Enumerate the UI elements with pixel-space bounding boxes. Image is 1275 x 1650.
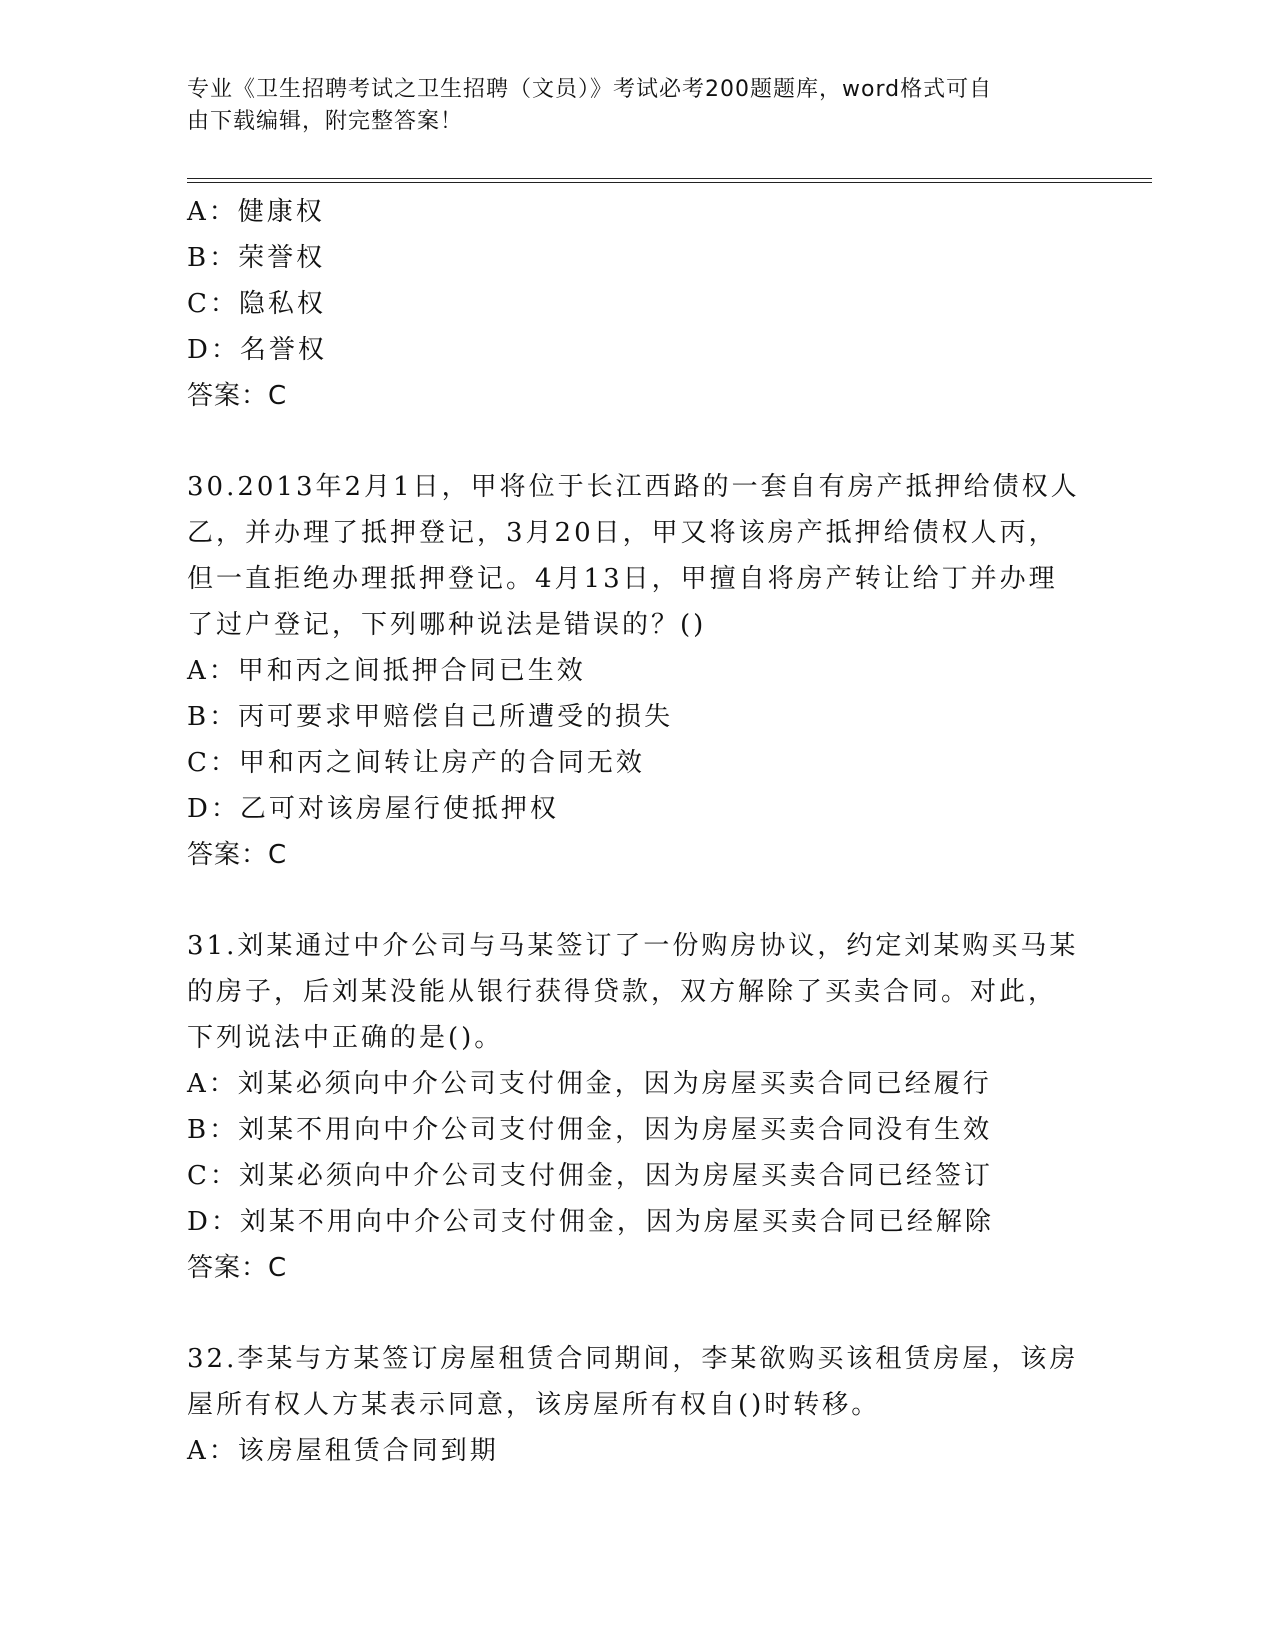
answer: 答案：C xyxy=(187,381,288,411)
option-b: B：刘某不用向中介公司支付佣金，因为房屋买卖合同没有生效 xyxy=(187,1115,993,1145)
option-a: A：健康权 xyxy=(187,197,325,227)
document-body xyxy=(187,189,1087,1474)
header-line-2: 由下载编辑，附完整答案！ xyxy=(187,109,464,134)
question-stem-line: 了过户登记，下列哪种说法是错误的？() xyxy=(187,610,707,640)
option-d: D：名誉权 xyxy=(187,335,327,365)
option-a: A：甲和丙之间抵押合同已生效 xyxy=(187,656,586,686)
option-c: C：隐私权 xyxy=(187,289,326,319)
option-a: A：该房屋租赁合同到期 xyxy=(187,1436,499,1466)
question-stem-line: 但一直拒绝办理抵押登记。4月13日，甲擅自将房产转让给丁并办理 xyxy=(187,564,1058,594)
question-stem-line: 乙，并办理了抵押登记，3月20日，甲又将该房产抵押给债权人丙， xyxy=(187,518,1058,548)
question-31 xyxy=(187,923,1087,1291)
option-c: C：刘某必须向中介公司支付佣金，因为房屋买卖合同已经签订 xyxy=(187,1161,993,1191)
question-stem-line: 32.李某与方某签订房屋租赁合同期间，李某欲购买该租赁房屋，该房 xyxy=(187,1344,1079,1374)
spacer xyxy=(187,419,1087,464)
question-stem-line: 的房子，后刘某没能从银行获得贷款，双方解除了买卖合同。对此， xyxy=(187,977,1058,1007)
question-30 xyxy=(187,464,1087,878)
spacer xyxy=(187,1291,1087,1336)
question-stem-line: 31.刘某通过中介公司与马某签订了一份购房协议，约定刘某购买马某 xyxy=(187,931,1079,961)
option-d: D：乙可对该房屋行使抵押权 xyxy=(187,794,559,824)
spacer xyxy=(187,878,1087,923)
option-b: B：丙可要求甲赔偿自己所遭受的损失 xyxy=(187,702,674,732)
answer: 答案：C xyxy=(187,840,288,870)
header-divider-bottom xyxy=(187,182,1152,183)
header-divider-top xyxy=(187,178,1152,179)
question-stem-line: 下列说法中正确的是()。 xyxy=(187,1023,504,1053)
document-header xyxy=(187,74,1087,138)
option-c: C：甲和丙之间转让房产的合同无效 xyxy=(187,748,645,778)
question-stem-line: 屋所有权人方某表示同意，该房屋所有权自()时转移。 xyxy=(187,1390,881,1420)
question-29 xyxy=(187,189,1087,419)
option-d: D：刘某不用向中介公司支付佣金，因为房屋买卖合同已经解除 xyxy=(187,1207,994,1237)
question-stem-line: 30.2013年2月1日，甲将位于长江西路的一套自有房产抵押给债权人 xyxy=(187,472,1080,502)
answer: 答案：C xyxy=(187,1253,288,1283)
option-a: A：刘某必须向中介公司支付佣金，因为房屋买卖合同已经履行 xyxy=(187,1069,992,1099)
option-b: B：荣誉权 xyxy=(187,243,326,273)
header-line-1: 专业《卫生招聘考试之卫生招聘（文员）》考试必考200题题库，word格式可自 xyxy=(187,77,993,102)
question-32 xyxy=(187,1336,1087,1474)
